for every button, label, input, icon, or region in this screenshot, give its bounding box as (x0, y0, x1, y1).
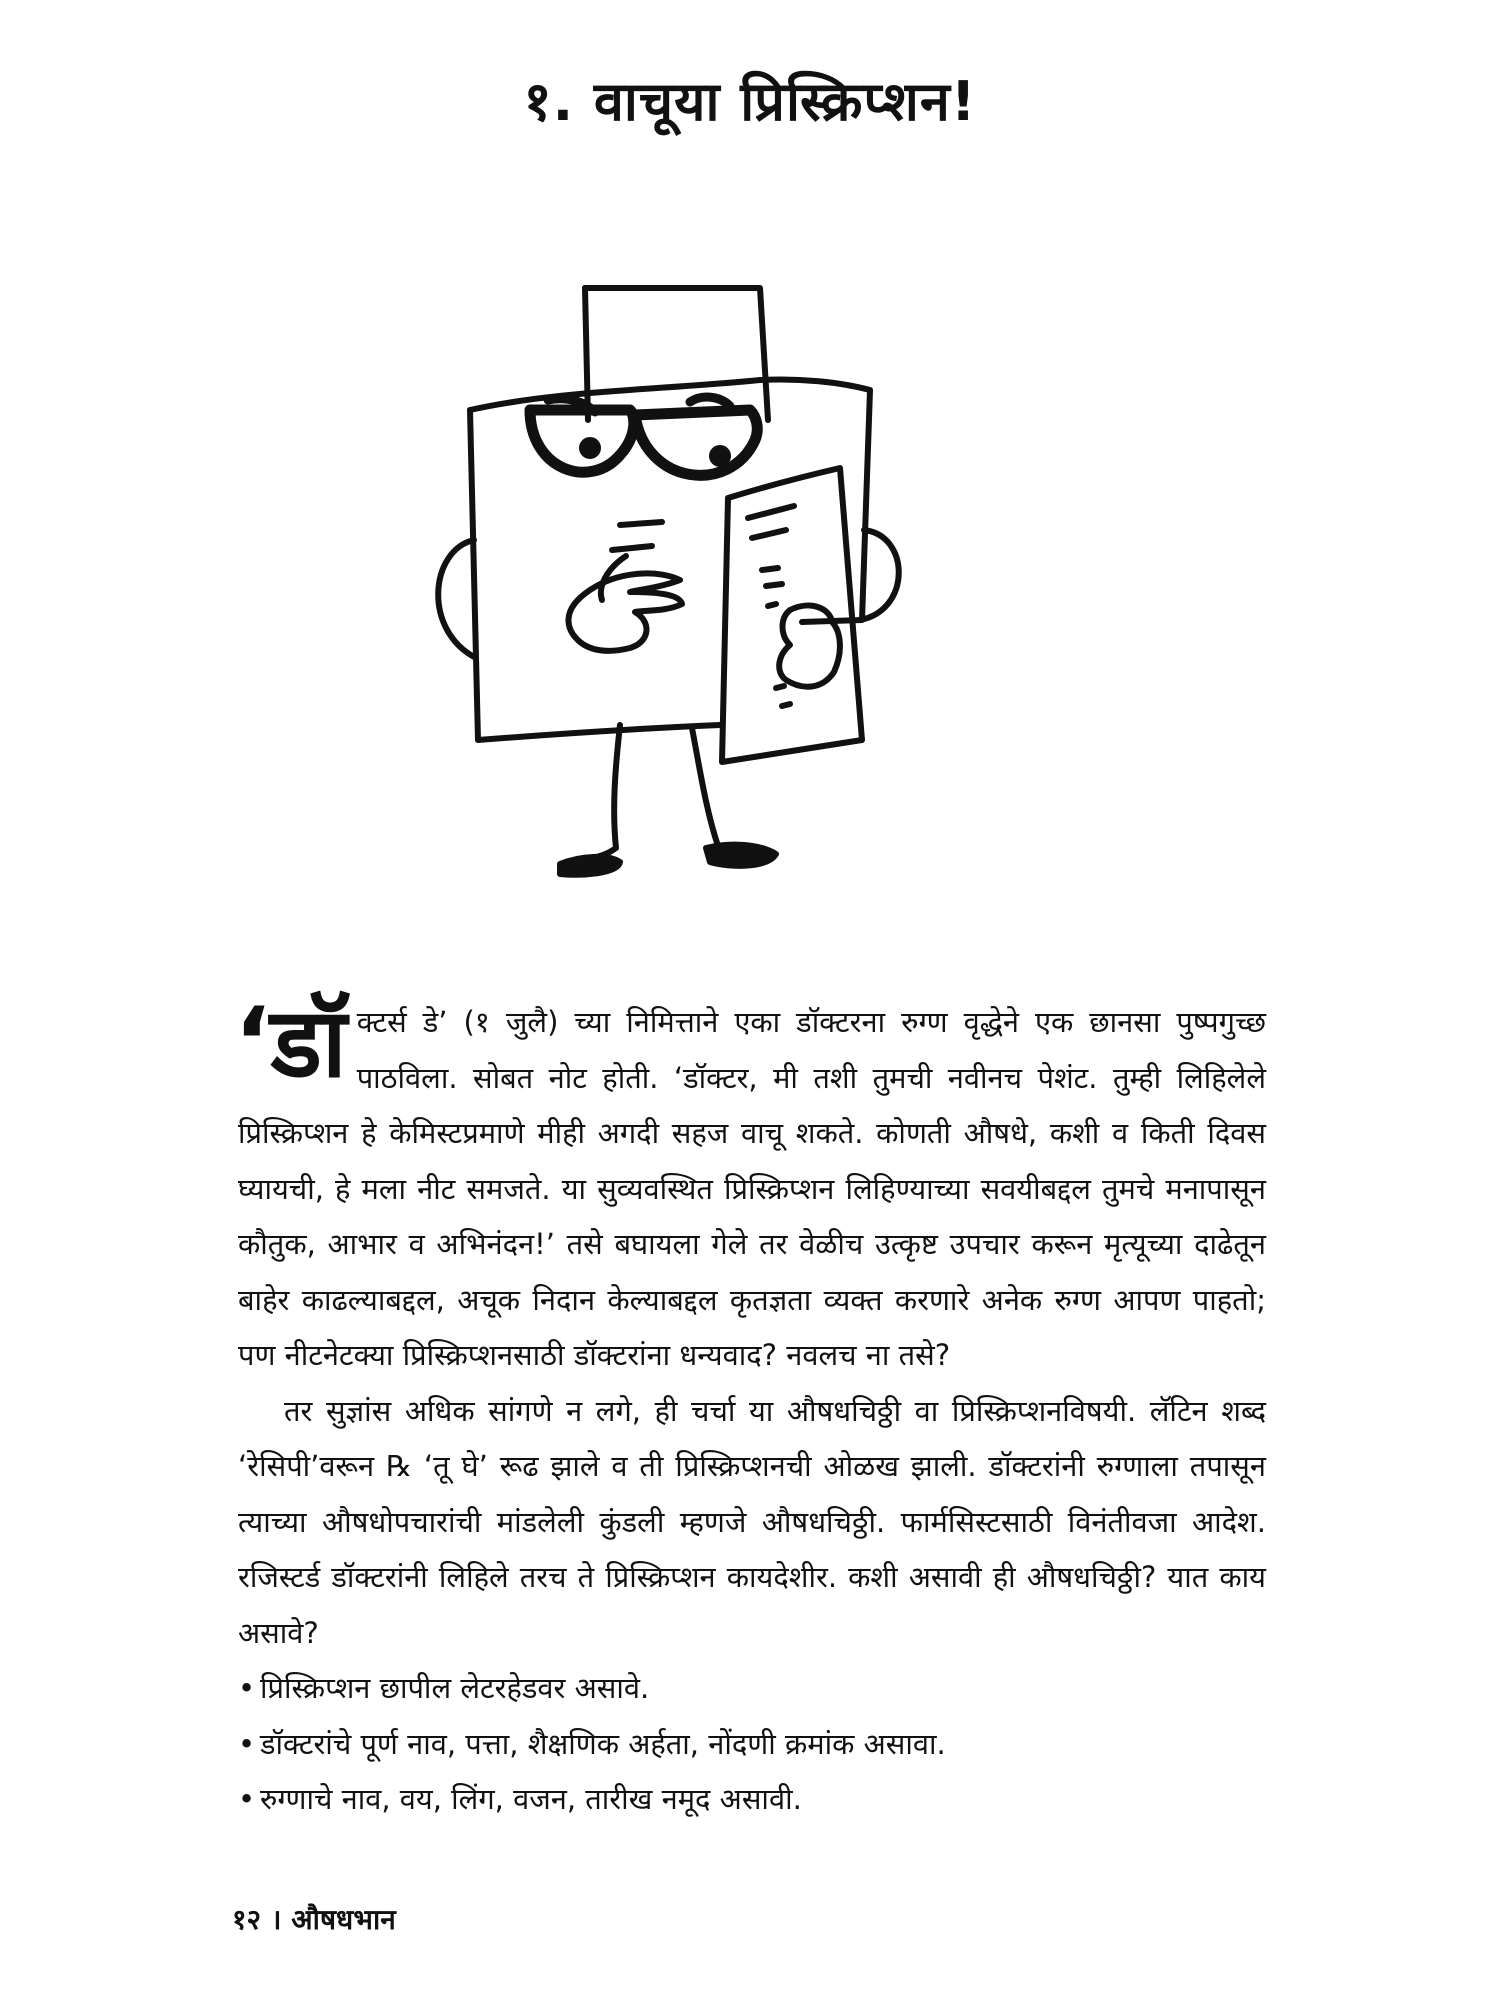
requirements-list (238, 1661, 1266, 1828)
holding-hand (779, 606, 840, 687)
doctor-reading-prescription-icon (430, 270, 1070, 910)
paragraph-1 (234, 987, 1266, 1384)
list-item (238, 1772, 1266, 1828)
bullet-icon: • (238, 1782, 256, 1816)
paragraph-1-text: क्टर्स डे’ (१ जुलै) च्या निमित्ताने एका डॉक्टरना रुग्ण वृद्धेने एक छानसा पुष्पगुच्छ पाठविला. सोबत नोट होती. ‘डॉक्टर, मी तशी तुमची नवीनच पेशंट. तुम्ही लिहिलेले प्रिस्क्रिप्शन हे केमिस्टप्रमाणे मीही अगदी सहज वाचू शकते. कोणती औषधे, कशी व किती दिवस घ्यायची, हे मला नीट समजते. या सुव्यवस्थित प्रिस्क्रिप्शन लिहिण्याच्या सवयीबद्दल तुमचे मनापासून कौतुक, आभार व अभिनंदन!’ तसे बघायला गेले तर वेळीच उत्कृष्ट उपचार करून मृत्यूच्या दाढेतून बाहेर काढल्याबद्दल, अचूक निदान केल्याबद्दल कृतज्ञता व्यक्त करणारे अनेक रुग्ण आपण पाहतो; पण नीटनेटक्या प्रिस्क्रिप्शनसाठी डॉक्टरांना धन्यवाद? नवलच ना तसे? (238, 1005, 1266, 1372)
chapter-body (234, 987, 1266, 1828)
list-item (238, 1717, 1266, 1773)
list-item-text: रुग्णाचे नाव, वय, लिंग, वजन, तारीख नमूद असावी. (260, 1782, 802, 1816)
right-shoe (706, 845, 776, 866)
bullet-icon: • (238, 1671, 256, 1705)
prescription-paper (722, 468, 862, 762)
left-shoe (560, 857, 620, 875)
paragraph-2: तर सुज्ञांस अधिक सांगणे न लगे, ही चर्चा या औषधचिठ्ठी वा प्रिस्क्रिप्शनविषयी. लॅटिन शब्द ‘रेसिपी’वरून ℞ ‘तू घे’ रूढ झाले व ती प्रिस्क्रिप्शनची ओळख झाली. डॉक्टरांनी रुग्णाला तपासून त्याच्या औषधोपचारांची मांडलेली कुंडली म्हणजे औषधचिठ्ठी. फार्मसिस्टसाठी विनंतीवजा आदेश. रजिस्टर्ड डॉक्टरांनी लिहिले तरच ते प्रिस्क्रिप्शन कायदेशीर. कशी असावी ही औषधचिठ्ठी? यात काय असावे? (238, 1393, 1266, 1650)
chapter-title: १. वाचूया प्रिस्क्रिप्शन! (523, 70, 977, 133)
cap-shape (585, 288, 768, 420)
eyebrow-right (690, 397, 730, 406)
pointing-hand (568, 573, 682, 650)
glasses-right (635, 410, 757, 475)
left-arm (438, 540, 476, 658)
list-item-text: प्रिस्क्रिप्शन छापील लेटरहेडवर असावे. (260, 1671, 650, 1705)
left-leg (572, 725, 620, 866)
page-footer: १२ । औषधभान (232, 1903, 396, 1936)
drop-cap: ‘डॉ (234, 987, 347, 1099)
right-leg (692, 728, 718, 846)
list-item (238, 1661, 1266, 1717)
bullet-icon: • (238, 1726, 256, 1761)
list-item-text: डॉक्टरांचे पूर्ण नाव, पत्ता, शैक्षणिक अर्हता, नोंदणी क्रमांक असावा. (260, 1726, 946, 1761)
